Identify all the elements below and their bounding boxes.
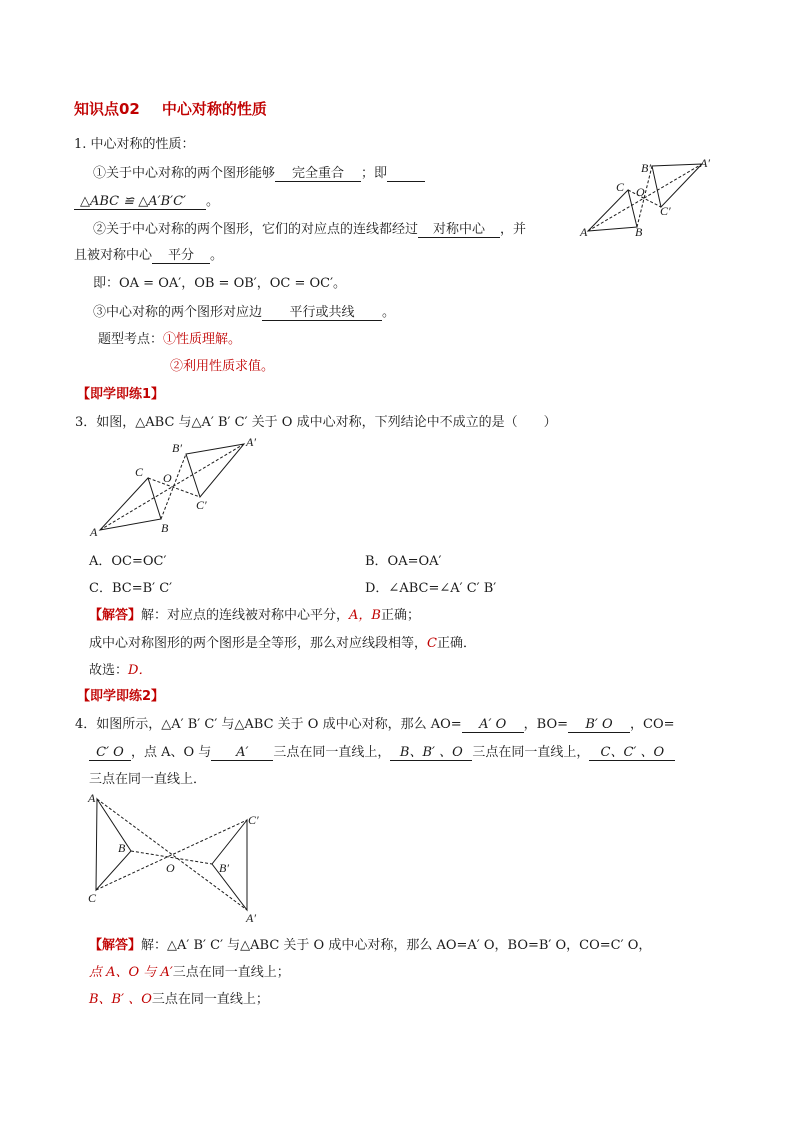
label-B1: B′ xyxy=(641,161,651,175)
label-A1: A′ xyxy=(246,435,256,449)
practice-2-question-3: 三点在同一直线上． xyxy=(89,772,207,787)
practice-2-answer-3: B、B′ 、O三点在同一直线上； xyxy=(89,992,269,1007)
practice-2-answer-1: 【解答】解：△A′ B′ C′ 与△ABC 关于 O 成中心对称，那么 AO=A′ O，BO=B′ O，CO=C′ O， xyxy=(89,938,652,953)
figure-parallelograms-small xyxy=(578,152,718,242)
blank-center: 对称中心 xyxy=(418,222,500,238)
blank-BO: B′ O xyxy=(568,717,630,733)
label-O: O xyxy=(636,185,645,199)
practice-1-header: 【即学即练1】 xyxy=(77,387,165,402)
practice-2-header: 【即学即练2】 xyxy=(77,689,165,704)
label-C1: C′ xyxy=(660,204,671,218)
label-O: O xyxy=(163,471,172,485)
prop-3-line: ③中心对称的两个图形对应边 平行或共线 。 xyxy=(93,305,396,320)
prop-1-congruence: △ABC ≌ △A′B′C′ 。 xyxy=(74,190,219,210)
key-point-2: ②利用性质求值。 xyxy=(170,359,275,374)
practice-2-question-2: C′ O ，点 A、O 与 A′ 三点在同一直线上， B、B′ 、O 三点在同一直线上， C、C′ 、O xyxy=(89,741,675,761)
label-C1: C′ xyxy=(196,498,207,512)
blank-CO: C′ O xyxy=(89,745,131,761)
practice-1-answer-3: 故选：D． xyxy=(89,663,152,678)
label-B: B xyxy=(118,841,126,855)
label-B: B xyxy=(635,225,643,239)
blank-BBO: B、B′ 、O xyxy=(390,745,472,761)
section-title xyxy=(74,98,267,119)
section-name: 中心对称的性质 xyxy=(161,100,267,118)
prop-1-line: ①关于中心对称的两个图形能够 完全重合 ；即 xyxy=(93,162,425,182)
prop-2-line-2: 且被对称中心 平分 。 xyxy=(74,248,224,263)
practice-1-answer-1: 【解答】解：对应点的连线被对称中心平分，A，B正确； xyxy=(89,608,420,623)
blank-A1: A′ xyxy=(211,745,273,761)
label-A: A xyxy=(90,525,98,539)
props-heading: 1. 中心对称的性质： xyxy=(74,137,195,152)
blank-complete-overlap: 完全重合 xyxy=(275,166,361,182)
option-B: B．OA=OA′ xyxy=(365,554,442,569)
option-A: A．OC=OC′ xyxy=(89,554,167,569)
label-B1: B′ xyxy=(172,441,182,455)
label-B1: B′ xyxy=(219,861,229,875)
blank-bisect: 平分 xyxy=(152,248,210,264)
figure-bowtie xyxy=(84,788,274,924)
practice-2-answer-2: 点 A、O 与 A′三点在同一直线上； xyxy=(89,965,290,980)
practice-2-question-1: 4．如图所示，△A′ B′ C′ 与△ABC 关于 O 成中心对称，那么 AO= A′ O ，BO= B′ O ，CO= xyxy=(75,717,675,732)
blank-parallel: 平行或共线 xyxy=(262,305,382,321)
option-C: C．BC=B′ C′ xyxy=(89,581,173,596)
label-A1: A′ xyxy=(700,156,710,170)
label-C: C xyxy=(616,180,625,194)
practice-1-answer-2: 成中心对称图形的两个图形是全等形，那么对应线段相等，C正确． xyxy=(89,636,476,651)
label-B: B xyxy=(161,521,169,535)
prop-2-equations: 即：OA = OA′，OB = OB′，OC = OC′。 xyxy=(93,276,347,291)
blank-CCO: C、C′ 、O xyxy=(589,745,675,761)
prop-2-line: ②关于中心对称的两个图形，它们的对应点的连线都经过 对称中心 ，并 xyxy=(93,222,527,237)
practice-1-question: 3．如图，△ABC 与△A′ B′ C′ 关于 O 成中心对称，下列结论中不成立的是（ ） xyxy=(75,415,557,430)
label-O: O xyxy=(166,861,175,875)
figure-parallelograms-q3 xyxy=(88,432,263,542)
label-A: A xyxy=(580,225,588,239)
label-C: C xyxy=(135,465,144,479)
key-points: 题型考点：①性质理解。 xyxy=(98,332,242,347)
blank-AO: A′ O xyxy=(462,717,524,733)
label-C1: C′ xyxy=(248,813,259,827)
label-A1: A′ xyxy=(246,911,256,924)
option-D: D．∠ABC=∠A′ C′ B′ xyxy=(365,581,497,596)
label-A: A xyxy=(88,791,96,805)
section-number: 知识点02 xyxy=(74,100,140,118)
label-C: C xyxy=(88,891,97,905)
